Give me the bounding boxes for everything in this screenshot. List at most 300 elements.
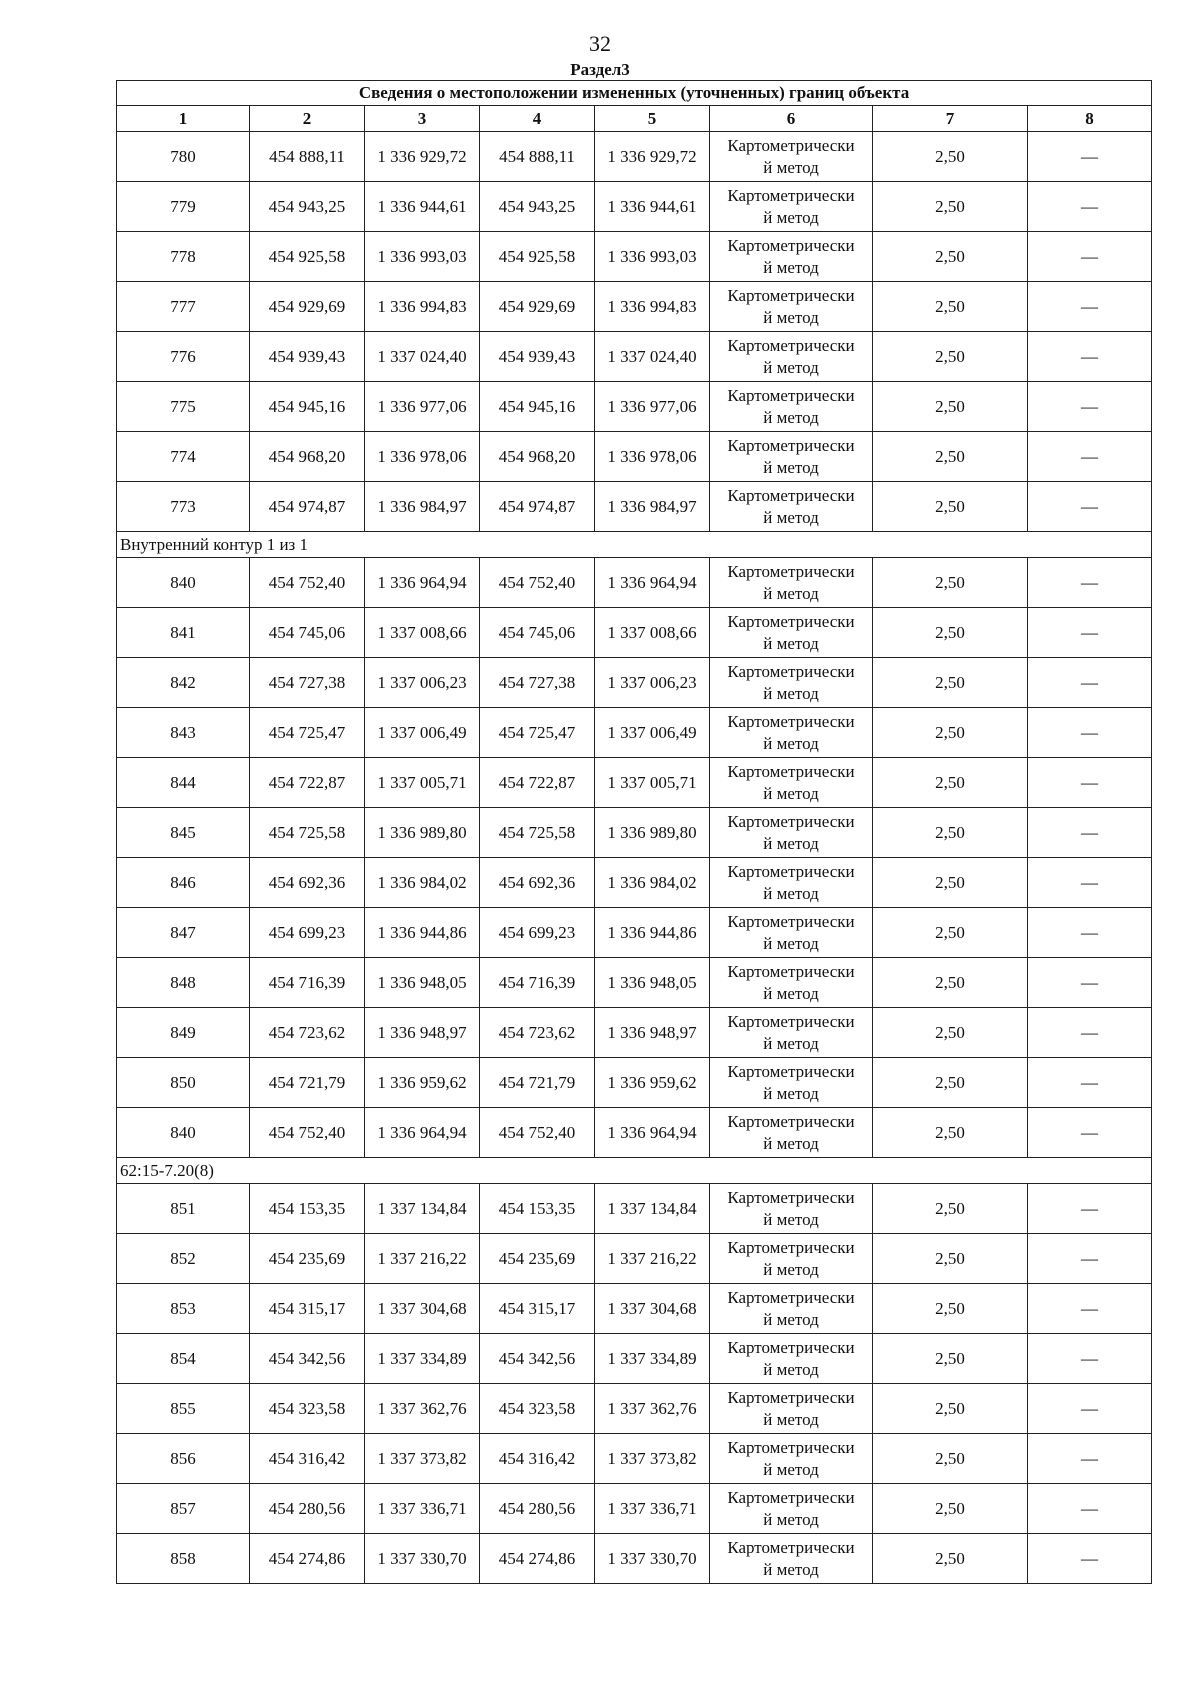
table-row — [117, 558, 1152, 608]
description-cell: — — [1028, 1008, 1152, 1058]
x-new-cell: 454 752,40 — [480, 558, 595, 608]
table-row — [117, 1484, 1152, 1534]
method-cell — [710, 1334, 873, 1384]
page-number: 32 — [589, 31, 611, 56]
x-new-cell: 454 235,69 — [480, 1234, 595, 1284]
y-old-cell: 1 337 008,66 — [365, 608, 480, 658]
method-text-line: й метод — [763, 407, 819, 427]
table-row — [117, 1334, 1152, 1384]
point-number-cell: 851 — [117, 1184, 250, 1234]
method-cell — [710, 808, 873, 858]
y-new-cell: 1 337 373,82 — [595, 1434, 710, 1484]
y-new-cell: 1 337 024,40 — [595, 332, 710, 382]
y-old-cell: 1 336 993,03 — [365, 232, 480, 282]
y-old-cell: 1 336 948,97 — [365, 1008, 480, 1058]
y-old-cell: 1 336 994,83 — [365, 282, 480, 332]
y-old-cell: 1 336 964,94 — [365, 1108, 480, 1158]
accuracy-cell: 2,50 — [873, 1334, 1028, 1384]
accuracy-cell: 2,50 — [873, 1484, 1028, 1534]
point-number-cell: 853 — [117, 1284, 250, 1334]
x-new-cell: 454 315,17 — [480, 1284, 595, 1334]
method-text-line: й метод — [763, 357, 819, 377]
x-old-cell: 454 692,36 — [250, 858, 365, 908]
method-text-line: й метод — [763, 1409, 819, 1429]
method-cell — [710, 432, 873, 482]
method-cell — [710, 1484, 873, 1534]
method-cell — [710, 382, 873, 432]
method-cell — [710, 1534, 873, 1584]
y-old-cell: 1 336 964,94 — [365, 558, 480, 608]
table-row — [117, 708, 1152, 758]
description-cell: — — [1028, 1484, 1152, 1534]
accuracy-cell: 2,50 — [873, 1234, 1028, 1284]
y-new-cell: 1 336 944,86 — [595, 908, 710, 958]
table-row — [117, 1384, 1152, 1434]
x-old-cell: 454 945,16 — [250, 382, 365, 432]
y-new-cell: 1 337 336,71 — [595, 1484, 710, 1534]
accuracy-cell: 2,50 — [873, 1058, 1028, 1108]
method-cell — [710, 482, 873, 532]
description-cell: — — [1028, 908, 1152, 958]
table-caption: Сведения о местоположении измененных (уточненных) границ объекта — [117, 81, 1152, 106]
method-text-line: й метод — [763, 833, 819, 853]
point-number-cell: 849 — [117, 1008, 250, 1058]
description-cell: — — [1028, 958, 1152, 1008]
description-cell: — — [1028, 858, 1152, 908]
x-new-cell: 454 945,16 — [480, 382, 595, 432]
description-cell: — — [1028, 808, 1152, 858]
method-text-line: й метод — [763, 307, 819, 327]
y-new-cell: 1 336 959,62 — [595, 1058, 710, 1108]
x-old-cell: 454 745,06 — [250, 608, 365, 658]
contour-label-row — [117, 1158, 1152, 1184]
x-new-cell: 454 716,39 — [480, 958, 595, 1008]
y-new-cell: 1 336 984,97 — [595, 482, 710, 532]
accuracy-cell: 2,50 — [873, 482, 1028, 532]
column-header: 8 — [1028, 106, 1152, 132]
method-text-line: й метод — [763, 1133, 819, 1153]
method-cell — [710, 958, 873, 1008]
method-text-line: Картометрически — [727, 611, 855, 631]
table-row — [117, 758, 1152, 808]
point-number-cell: 854 — [117, 1334, 250, 1384]
accuracy-cell: 2,50 — [873, 1184, 1028, 1234]
table-row — [117, 658, 1152, 708]
point-number-cell: 847 — [117, 908, 250, 958]
accuracy-cell: 2,50 — [873, 1534, 1028, 1584]
method-text-line: Картометрически — [727, 811, 855, 831]
y-old-cell: 1 337 005,71 — [365, 758, 480, 808]
x-old-cell: 454 888,11 — [250, 132, 365, 182]
point-number-cell: 857 — [117, 1484, 250, 1534]
y-new-cell: 1 336 964,94 — [595, 558, 710, 608]
y-new-cell: 1 337 008,66 — [595, 608, 710, 658]
method-text-line: й метод — [763, 1083, 819, 1103]
y-old-cell: 1 337 024,40 — [365, 332, 480, 382]
point-number-cell: 779 — [117, 182, 250, 232]
y-old-cell: 1 336 929,72 — [365, 132, 480, 182]
x-old-cell: 454 929,69 — [250, 282, 365, 332]
x-new-cell: 454 727,38 — [480, 658, 595, 708]
y-old-cell: 1 337 304,68 — [365, 1284, 480, 1334]
method-cell — [710, 908, 873, 958]
y-new-cell: 1 337 334,89 — [595, 1334, 710, 1384]
method-text-line: Картометрически — [727, 485, 855, 505]
method-text-line: й метод — [763, 1559, 819, 1579]
method-text-line: й метод — [763, 1209, 819, 1229]
point-number-cell: 780 — [117, 132, 250, 182]
table-row — [117, 282, 1152, 332]
method-text-line: Картометрически — [727, 435, 855, 455]
x-new-cell: 454 723,62 — [480, 1008, 595, 1058]
x-old-cell: 454 723,62 — [250, 1008, 365, 1058]
description-cell: — — [1028, 558, 1152, 608]
table-row — [117, 908, 1152, 958]
y-old-cell: 1 336 959,62 — [365, 1058, 480, 1108]
accuracy-cell: 2,50 — [873, 908, 1028, 958]
y-old-cell: 1 337 330,70 — [365, 1534, 480, 1584]
description-cell: — — [1028, 1234, 1152, 1284]
method-cell — [710, 558, 873, 608]
description-cell: — — [1028, 1284, 1152, 1334]
y-new-cell: 1 337 134,84 — [595, 1184, 710, 1234]
point-number-cell: 840 — [117, 558, 250, 608]
accuracy-cell: 2,50 — [873, 1108, 1028, 1158]
method-text-line: й метод — [763, 933, 819, 953]
accuracy-cell: 2,50 — [873, 332, 1028, 382]
y-old-cell: 1 336 948,05 — [365, 958, 480, 1008]
x-old-cell: 454 153,35 — [250, 1184, 365, 1234]
contour-label: Внутренний контур 1 из 1 — [117, 532, 1152, 558]
accuracy-cell: 2,50 — [873, 232, 1028, 282]
contour-label: 62:15-7.20(8) — [117, 1158, 1152, 1184]
method-text-line: Картометрически — [727, 1487, 855, 1507]
method-text-line: й метод — [763, 157, 819, 177]
y-new-cell: 1 336 964,94 — [595, 1108, 710, 1158]
x-old-cell: 454 943,25 — [250, 182, 365, 232]
point-number-cell: 850 — [117, 1058, 250, 1108]
column-header: 1 — [117, 106, 250, 132]
x-old-cell: 454 725,58 — [250, 808, 365, 858]
x-new-cell: 454 699,23 — [480, 908, 595, 958]
table-row — [117, 232, 1152, 282]
x-new-cell: 454 974,87 — [480, 482, 595, 532]
x-new-cell: 454 752,40 — [480, 1108, 595, 1158]
description-cell: — — [1028, 658, 1152, 708]
column-header: 7 — [873, 106, 1028, 132]
table-row — [117, 1434, 1152, 1484]
x-old-cell: 454 752,40 — [250, 1108, 365, 1158]
accuracy-cell: 2,50 — [873, 958, 1028, 1008]
method-cell — [710, 1384, 873, 1434]
description-cell: — — [1028, 1058, 1152, 1108]
method-text-line: й метод — [763, 1033, 819, 1053]
method-text-line: Картометрически — [727, 1287, 855, 1307]
y-old-cell: 1 337 006,49 — [365, 708, 480, 758]
table-row — [117, 332, 1152, 382]
method-cell — [710, 658, 873, 708]
accuracy-cell: 2,50 — [873, 658, 1028, 708]
point-number-cell: 773 — [117, 482, 250, 532]
y-old-cell: 1 336 984,97 — [365, 482, 480, 532]
x-new-cell: 454 929,69 — [480, 282, 595, 332]
point-number-cell: 856 — [117, 1434, 250, 1484]
x-old-cell: 454 342,56 — [250, 1334, 365, 1384]
description-cell: — — [1028, 282, 1152, 332]
x-old-cell: 454 274,86 — [250, 1534, 365, 1584]
table-row — [117, 1108, 1152, 1158]
point-number-cell: 848 — [117, 958, 250, 1008]
method-text-line: й метод — [763, 883, 819, 903]
description-cell: — — [1028, 1184, 1152, 1234]
y-new-cell: 1 336 948,05 — [595, 958, 710, 1008]
method-cell — [710, 1184, 873, 1234]
table-row — [117, 808, 1152, 858]
method-text-line: й метод — [763, 733, 819, 753]
table-row — [117, 1234, 1152, 1284]
point-number-cell: 774 — [117, 432, 250, 482]
y-old-cell: 1 337 334,89 — [365, 1334, 480, 1384]
x-new-cell: 454 722,87 — [480, 758, 595, 808]
x-old-cell: 454 235,69 — [250, 1234, 365, 1284]
method-text-line: Картометрически — [727, 1337, 855, 1357]
x-new-cell: 454 725,47 — [480, 708, 595, 758]
method-text-line: Картометрически — [727, 185, 855, 205]
table-row — [117, 608, 1152, 658]
description-cell: — — [1028, 1334, 1152, 1384]
description-cell: — — [1028, 432, 1152, 482]
method-text-line: Картометрически — [727, 385, 855, 405]
accuracy-cell: 2,50 — [873, 758, 1028, 808]
accuracy-cell: 2,50 — [873, 432, 1028, 482]
method-text-line: Картометрически — [727, 1387, 855, 1407]
x-old-cell: 454 699,23 — [250, 908, 365, 958]
y-old-cell: 1 337 216,22 — [365, 1234, 480, 1284]
x-new-cell: 454 316,42 — [480, 1434, 595, 1484]
method-text-line: й метод — [763, 507, 819, 527]
column-header: 5 — [595, 106, 710, 132]
accuracy-cell: 2,50 — [873, 558, 1028, 608]
x-old-cell: 454 280,56 — [250, 1484, 365, 1534]
x-old-cell: 454 716,39 — [250, 958, 365, 1008]
accuracy-cell: 2,50 — [873, 132, 1028, 182]
description-cell: — — [1028, 608, 1152, 658]
y-new-cell: 1 336 978,06 — [595, 432, 710, 482]
method-text-line: Картометрически — [727, 1237, 855, 1257]
contour-label-row — [117, 532, 1152, 558]
x-old-cell: 454 727,38 — [250, 658, 365, 708]
description-cell: — — [1028, 232, 1152, 282]
description-cell: — — [1028, 1434, 1152, 1484]
table-row — [117, 482, 1152, 532]
x-old-cell: 454 323,58 — [250, 1384, 365, 1434]
y-new-cell: 1 337 362,76 — [595, 1384, 710, 1434]
x-old-cell: 454 722,87 — [250, 758, 365, 808]
point-number-cell: 855 — [117, 1384, 250, 1434]
method-cell — [710, 858, 873, 908]
method-text-line: й метод — [763, 207, 819, 227]
y-new-cell: 1 337 005,71 — [595, 758, 710, 808]
x-new-cell: 454 925,58 — [480, 232, 595, 282]
method-text-line: й метод — [763, 683, 819, 703]
method-text-line: Картометрически — [727, 711, 855, 731]
x-old-cell: 454 925,58 — [250, 232, 365, 282]
y-new-cell: 1 337 006,49 — [595, 708, 710, 758]
method-text-line: Картометрически — [727, 1061, 855, 1081]
column-header: 3 — [365, 106, 480, 132]
method-text-line: й метод — [763, 1359, 819, 1379]
table-row — [117, 1008, 1152, 1058]
column-header: 6 — [710, 106, 873, 132]
accuracy-cell: 2,50 — [873, 1384, 1028, 1434]
point-number-cell: 778 — [117, 232, 250, 282]
method-text-line: Картометрически — [727, 861, 855, 881]
point-number-cell: 843 — [117, 708, 250, 758]
y-new-cell: 1 336 989,80 — [595, 808, 710, 858]
description-cell: — — [1028, 482, 1152, 532]
y-old-cell: 1 336 977,06 — [365, 382, 480, 432]
accuracy-cell: 2,50 — [873, 1434, 1028, 1484]
column-header: 4 — [480, 106, 595, 132]
x-new-cell: 454 153,35 — [480, 1184, 595, 1234]
method-cell — [710, 1234, 873, 1284]
method-cell — [710, 708, 873, 758]
method-text-line: Картометрически — [727, 1437, 855, 1457]
point-number-cell: 845 — [117, 808, 250, 858]
method-cell — [710, 1284, 873, 1334]
point-number-cell: 777 — [117, 282, 250, 332]
x-new-cell: 454 342,56 — [480, 1334, 595, 1384]
table-row — [117, 132, 1152, 182]
point-number-cell: 844 — [117, 758, 250, 808]
table-row — [117, 182, 1152, 232]
method-cell — [710, 1434, 873, 1484]
section-title: Раздел3 — [570, 60, 630, 79]
method-text-line: Картометрически — [727, 1111, 855, 1131]
table-row — [117, 1284, 1152, 1334]
method-cell — [710, 282, 873, 332]
method-text-line: й метод — [763, 1459, 819, 1479]
y-old-cell: 1 337 373,82 — [365, 1434, 480, 1484]
method-text-line: Картометрически — [727, 561, 855, 581]
point-number-cell: 852 — [117, 1234, 250, 1284]
point-number-cell: 776 — [117, 332, 250, 382]
x-new-cell: 454 692,36 — [480, 858, 595, 908]
point-number-cell: 841 — [117, 608, 250, 658]
y-old-cell: 1 337 362,76 — [365, 1384, 480, 1434]
x-new-cell: 454 968,20 — [480, 432, 595, 482]
accuracy-cell: 2,50 — [873, 858, 1028, 908]
description-cell: — — [1028, 132, 1152, 182]
description-cell: — — [1028, 182, 1152, 232]
method-text-line: Картометрически — [727, 761, 855, 781]
y-old-cell: 1 336 989,80 — [365, 808, 480, 858]
accuracy-cell: 2,50 — [873, 708, 1028, 758]
method-cell — [710, 1008, 873, 1058]
method-text-line: Картометрически — [727, 911, 855, 931]
table-row — [117, 958, 1152, 1008]
method-cell — [710, 608, 873, 658]
method-text-line: Картометрически — [727, 1011, 855, 1031]
method-text-line: Картометрически — [727, 335, 855, 355]
column-header-row — [117, 106, 1152, 132]
y-old-cell: 1 336 944,61 — [365, 182, 480, 232]
table-row — [117, 1534, 1152, 1584]
method-text-line: й метод — [763, 583, 819, 603]
accuracy-cell: 2,50 — [873, 182, 1028, 232]
y-new-cell: 1 336 944,61 — [595, 182, 710, 232]
method-cell — [710, 182, 873, 232]
y-new-cell: 1 336 948,97 — [595, 1008, 710, 1058]
y-new-cell: 1 336 993,03 — [595, 232, 710, 282]
y-old-cell: 1 336 984,02 — [365, 858, 480, 908]
method-text-line: Картометрически — [727, 1187, 855, 1207]
coordinates-table — [116, 80, 1152, 1584]
point-number-cell: 858 — [117, 1534, 250, 1584]
description-cell: — — [1028, 382, 1152, 432]
point-number-cell: 846 — [117, 858, 250, 908]
table-body — [117, 132, 1152, 1584]
method-text-line: й метод — [763, 457, 819, 477]
table-row — [117, 1058, 1152, 1108]
x-old-cell: 454 721,79 — [250, 1058, 365, 1108]
method-text-line: й метод — [763, 1259, 819, 1279]
x-old-cell: 454 316,42 — [250, 1434, 365, 1484]
accuracy-cell: 2,50 — [873, 808, 1028, 858]
y-old-cell: 1 337 336,71 — [365, 1484, 480, 1534]
method-text-line: Картометрически — [727, 235, 855, 255]
y-new-cell: 1 336 977,06 — [595, 382, 710, 432]
method-text-line: Картометрически — [727, 661, 855, 681]
x-new-cell: 454 280,56 — [480, 1484, 595, 1534]
point-number-cell: 775 — [117, 382, 250, 432]
x-old-cell: 454 315,17 — [250, 1284, 365, 1334]
x-new-cell: 454 725,58 — [480, 808, 595, 858]
method-text-line: й метод — [763, 633, 819, 653]
table-row — [117, 1184, 1152, 1234]
method-text-line: Картометрически — [727, 135, 855, 155]
y-new-cell: 1 336 984,02 — [595, 858, 710, 908]
x-old-cell: 454 939,43 — [250, 332, 365, 382]
y-old-cell: 1 337 006,23 — [365, 658, 480, 708]
method-cell — [710, 132, 873, 182]
y-new-cell: 1 337 330,70 — [595, 1534, 710, 1584]
description-cell: — — [1028, 1108, 1152, 1158]
x-old-cell: 454 968,20 — [250, 432, 365, 482]
x-new-cell: 454 274,86 — [480, 1534, 595, 1584]
method-text-line: й метод — [763, 257, 819, 277]
method-text-line: й метод — [763, 1309, 819, 1329]
description-cell: — — [1028, 1384, 1152, 1434]
description-cell: — — [1028, 758, 1152, 808]
y-old-cell: 1 336 978,06 — [365, 432, 480, 482]
x-old-cell: 454 974,87 — [250, 482, 365, 532]
method-text-line: Картометрически — [727, 1537, 855, 1557]
accuracy-cell: 2,50 — [873, 1284, 1028, 1334]
method-cell — [710, 1058, 873, 1108]
description-cell: — — [1028, 332, 1152, 382]
column-header: 2 — [250, 106, 365, 132]
accuracy-cell: 2,50 — [873, 382, 1028, 432]
x-new-cell: 454 323,58 — [480, 1384, 595, 1434]
point-number-cell: 842 — [117, 658, 250, 708]
x-new-cell: 454 939,43 — [480, 332, 595, 382]
x-new-cell: 454 721,79 — [480, 1058, 595, 1108]
y-new-cell: 1 336 994,83 — [595, 282, 710, 332]
method-cell — [710, 1108, 873, 1158]
y-new-cell: 1 337 304,68 — [595, 1284, 710, 1334]
method-cell — [710, 232, 873, 282]
